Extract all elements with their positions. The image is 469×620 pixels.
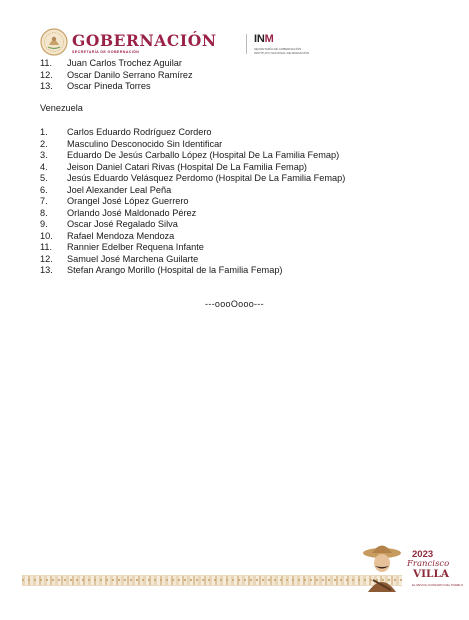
item-number: 12. [40, 253, 53, 264]
country-heading: Venezuela [40, 103, 83, 113]
inm-logo-text-b: M [264, 33, 274, 45]
item-name: Jeison Daniel Catari Rivas (Hospital De La Familia Femap) [67, 161, 307, 172]
item-name: Orlando José Maldonado Pérez [67, 207, 197, 218]
item-number: 2. [40, 138, 48, 149]
inm-subtitle [254, 47, 324, 55]
item-name: Masculino Desconocido Sin Identificar [67, 138, 223, 149]
item-number: 5. [40, 173, 48, 183]
item-name: Oscar Danilo Serrano Ramírez [67, 69, 193, 80]
item-name: Eduardo De Jesús Carballo López (Hospital De La Familia Femap) [67, 150, 340, 160]
item-number: 11. [40, 58, 53, 68]
inm-subtitle-line1: SECRETARÍA DE GOBERNACIÓN [254, 47, 302, 51]
item-name: Jesús Eduardo Velásquez Perdomo (Hospital De La Familia Femap) [67, 173, 346, 183]
item-number: 6. [40, 184, 48, 195]
item-name: Samuel José Marchena Guilarte [67, 253, 199, 264]
item-name: Rafael Mendoza Mendoza [67, 230, 175, 241]
footer-name-first: Francisco [407, 559, 450, 569]
item-number: 9. [40, 219, 48, 229]
item-name: Oscar Pineda Torres [67, 81, 151, 91]
footer-tagline: EL REVOLUCIONARIO DEL PUEBLO [412, 583, 464, 587]
item-name: Juan Carlos Trochez Aguilar [67, 58, 182, 68]
ornamental-footer-band [22, 575, 402, 586]
item-number: 12. [40, 69, 53, 80]
item-name: Oscar José Regalado Silva [67, 219, 178, 229]
item-number: 1. [40, 127, 48, 137]
item-number: 13. [40, 265, 53, 275]
item-name: Joel Alexander Leal Peña [67, 184, 172, 195]
item-name: Carlos Eduardo Rodríguez Cordero [67, 127, 212, 137]
brand-title: GOBERNACIÓN [72, 31, 217, 50]
inm-subtitle-line2: INSTITUTO NACIONAL DE MIGRACIÓN [254, 51, 310, 55]
inm-logo [254, 33, 274, 45]
footer-name-last: VILLA [413, 568, 449, 580]
item-number: 4. [40, 161, 48, 172]
item-name: Rannier Edelber Requena Infante [67, 242, 204, 252]
footer-year: 2023 [412, 549, 434, 560]
header-divider [246, 34, 247, 54]
item-number: 13. [40, 81, 53, 91]
item-number: 3. [40, 150, 48, 160]
item-name: Orangel José López Guerrero [67, 196, 189, 206]
end-of-document-mark: ---oooOooo--- [205, 299, 264, 309]
item-name: Stefan Arango Morillo (Hospital de la Familia Femap) [67, 265, 283, 275]
item-number: 11. [40, 242, 53, 252]
item-number: 7. [40, 196, 48, 206]
brand-subtitle: SECRETARÍA DE GOBERNACIÓN [72, 50, 140, 54]
letterhead [40, 28, 310, 62]
item-number: 8. [40, 207, 48, 218]
national-seal-icon [40, 28, 68, 56]
inm-logo-text-a: IN [254, 33, 265, 45]
item-number: 10. [40, 230, 53, 241]
